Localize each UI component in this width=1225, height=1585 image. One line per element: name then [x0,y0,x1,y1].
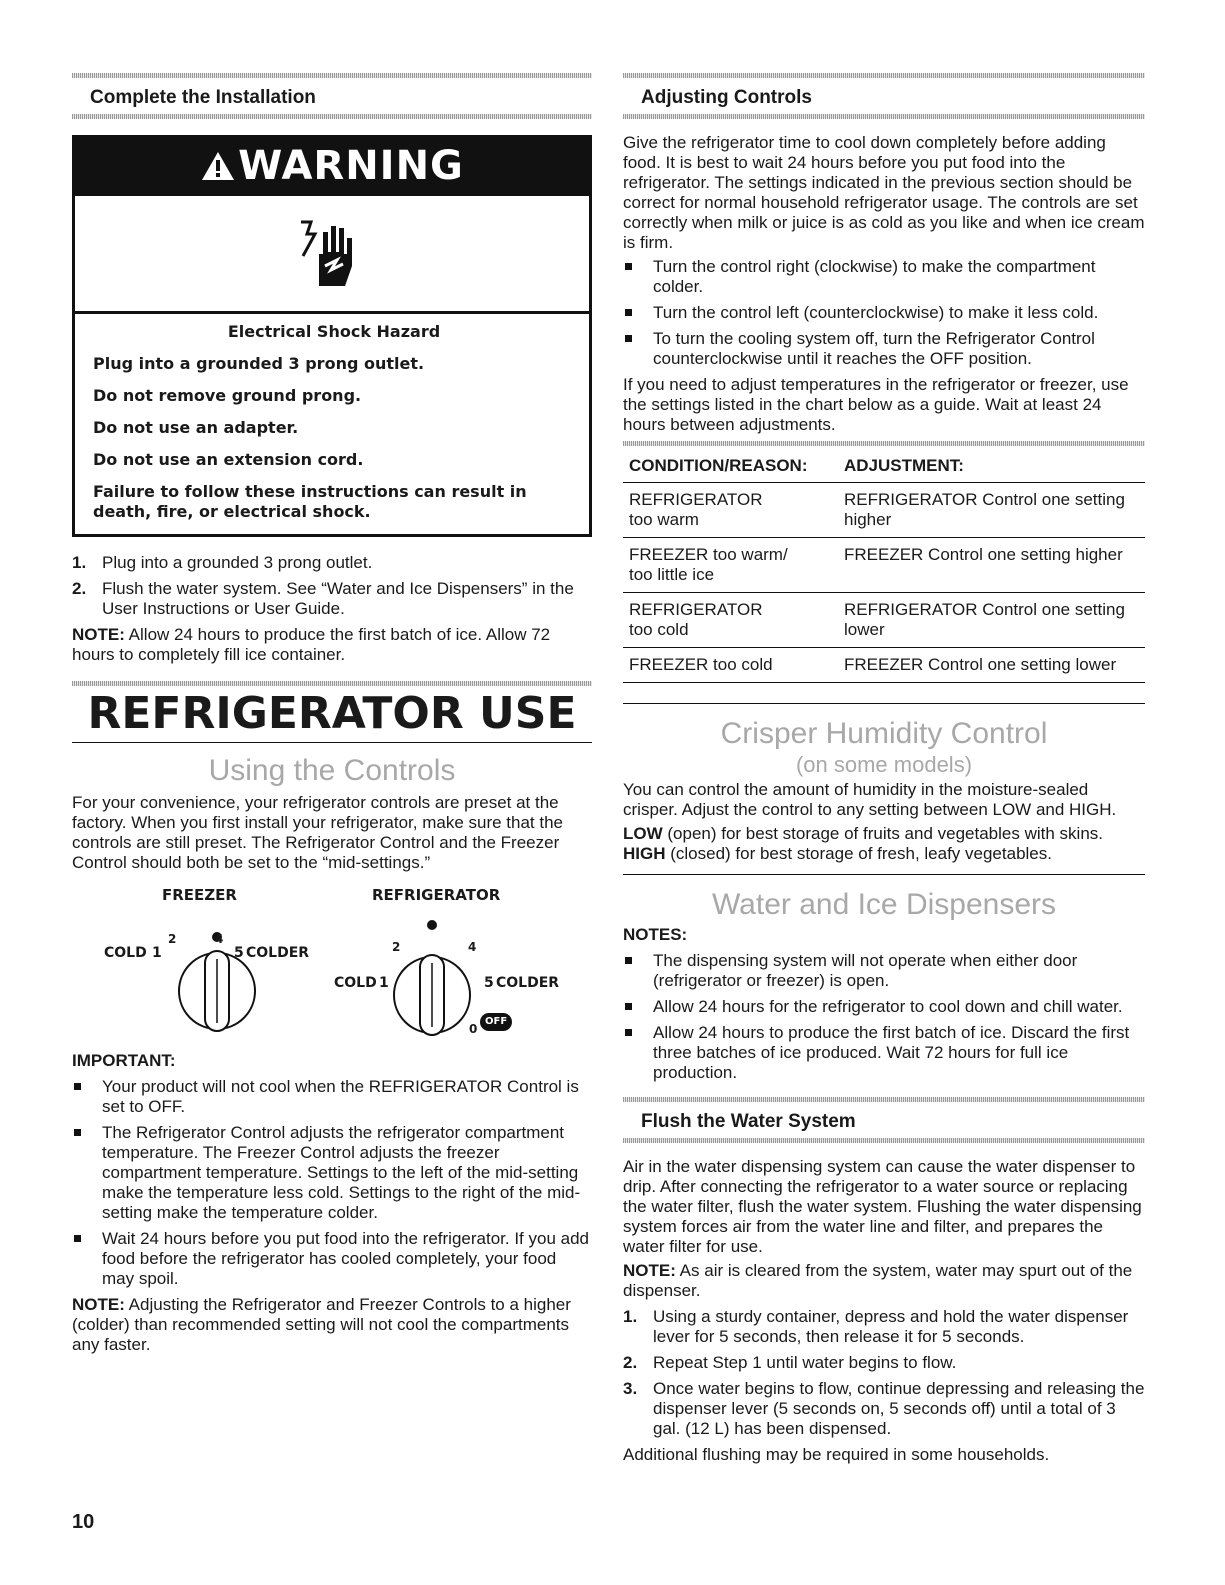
bullet [623,257,653,297]
flush-steps [623,1307,1145,1439]
important-list [72,1077,592,1289]
freezer-label: FREEZER [162,886,237,904]
install-note: NOTE: Allow 24 hours to produce the first batch of ice. Allow 72 hours to completely fill ice container. [72,625,551,664]
list-item: Turn the control right (clockwise) to make the compartment colder. [623,257,1145,297]
bullet [623,997,653,1017]
dotted-rule [623,114,1145,119]
crisper-text: You can control the amount of humidity in the moisture-sealed crisper. Adjust the control to any setting between LOW and HIGH. [623,780,1117,819]
table-header: CONDITION/REASON: [623,450,838,483]
page-title: REFRIGERATOR USE [87,688,577,739]
dotted-rule [623,441,1145,446]
table-header: ADJUSTMENT: [838,450,1145,483]
flush-note: NOTE: As air is cleared from the system, water may spurt out of the dispenser. [623,1261,1133,1300]
crisper-subtitle: (on some models) [795,752,973,777]
bullet [72,1229,102,1289]
warning-body [75,314,589,534]
bullet [623,303,653,323]
list-item: Turn the control left (counterclockwise) to make it less cold. [623,303,1145,323]
warning-banner [75,138,589,196]
list-item: The Refrigerator Control adjusts the refrigerator compartment temperature. The Freezer Control adjusts the freezer compartment temperature. Settings to the left of the mid-setting make the temperature less cold. Settings to the right of the mid-setting make the temperature colder. [72,1123,592,1223]
warning-box [72,135,592,537]
notes-list [623,951,1145,1083]
controls-text: For your convenience, your refrigerator controls are preset at the factory. When you first install your refrigerator, make sure that the controls are still preset. The Refrigerator Control and the Freezer Control should both be set to the “mid-settings.” [72,793,563,872]
crisper-title: Crisper Humidity Control [720,717,1048,750]
refrigerator-label: REFRIGERATOR [372,886,501,904]
hazard-title: Electrical Shock Hazard [227,322,441,341]
warning-line: Do not use an extension cord. [93,450,364,469]
table-row: REFRIGERATOR too warm REFRIGERATOR Control one setting higher [623,483,1145,538]
adjustment-table [623,450,1145,683]
list-item: 2. Flush the water system. See “Water and Ice Dispensers” in the User Instructions or User Guide. [72,579,574,618]
dotted-rule [72,114,592,119]
flush-text: Air in the water dispensing system can cause the water dispenser to drip. After connecting the refrigerator to a water source or replacing the water filter, flush the water system. Flushing the water dispensing system forces air from the water line and filter, and prepares the water filter for use. [623,1157,1142,1256]
list-item: The dispensing system will not operate when either door (refrigerator or freezer) is open. [623,951,1145,991]
page-number: 10 [72,1511,95,1533]
install-steps [72,553,592,619]
warning-line: Plug into a grounded 3 prong outlet. [93,354,425,373]
bullet [72,1077,102,1117]
left-column [72,0,592,1355]
right-column [623,0,1145,1465]
adjust-list [623,257,1145,369]
dotted-rule [623,1138,1145,1143]
bullet [623,951,653,991]
table-row: FREEZER too warm/ too little ice FREEZER Control one setting higher [623,538,1145,593]
refrigerator-dial [382,917,482,1037]
off-badge: OFF [480,1013,512,1031]
warning-line: Do not remove ground prong. [93,386,362,405]
table-row: FREEZER too cold FREEZER Control one setting lower [623,648,1145,683]
list-item: 1. Using a sturdy container, depress and hold the water dispenser lever for 5 seconds, then release it for 5 seconds. [623,1307,1129,1346]
table-row: REFRIGERATOR too cold REFRIGERATOR Control one setting lower [623,593,1145,648]
flush-end: Additional flushing may be required in some households. [623,1445,1050,1464]
shock-hazard-icon [75,196,589,314]
list-item: Allow 24 hours for the refrigerator to cool down and chill water. [623,997,1145,1017]
flush-heading: Flush the Water System [641,1111,856,1132]
high-setting: HIGH (closed) for best storage of fresh, leafy vegetables. [623,844,1052,863]
controls-note: NOTE: Adjusting the Refrigerator and Freezer Controls to a higher (colder) than recommended setting will not cool the compartments any faster. [72,1295,571,1354]
install-heading: Complete the Installation [90,87,316,108]
warning-line: Do not use an adapter. [93,418,299,437]
dials-diagram: FREEZER REFRIGERATOR COLD 1 2 4 5 COLDER 2 4 COLD 1 5 COLDER 0 OFF [72,885,592,1045]
list-item: To turn the cooling system off, turn the Refrigerator Control counterclockwise until it reaches the OFF position. [623,329,1145,369]
bullet [623,329,653,369]
list-item: Your product will not cool when the REFRIGERATOR Control is set to OFF. [72,1077,592,1117]
alert-triangle-icon [200,150,236,182]
adjust-text-2: If you need to adjust temperatures in the refrigerator or freezer, use the settings listed in the chart below as a guide. Wait at least 24 hours between adjustments. [623,375,1129,434]
adjust-heading: Adjusting Controls [641,87,812,108]
important-label: IMPORTANT: [72,1051,176,1070]
list-item: 3. Once water begins to flow, continue depressing and releasing the dispenser lever (5 seconds on, 5 seconds off) until a total of 3 gal. (12 L) has been dispensed. [623,1379,1145,1438]
water-title: Water and Ice Dispensers [711,888,1057,921]
table-header-row [623,450,1145,483]
notes-label: NOTES: [623,925,688,944]
warning-line: Failure to follow these instructions can result in death, fire, or electrical shock. [93,482,527,521]
list-item: 1. Plug into a grounded 3 prong outlet. [72,553,373,572]
bullet [72,1123,102,1223]
bullet [623,1023,653,1083]
list-item: Wait 24 hours before you put food into the refrigerator. If you add food before the refrigerator has cooled completely, your food may spoil. [72,1229,592,1289]
list-item: 2. Repeat Step 1 until water begins to flow. [623,1353,957,1372]
warning-banner-text: WARNING [238,143,464,189]
adjust-text: Give the refrigerator time to cool down completely before adding food. It is best to wait 24 hours before you put food into the refrigerator. The settings indicated in the previous section should be correct for normal household refrigerator usage. The controls are set correctly when milk or juice is as cold as you like and when ice cream is firm. [623,133,1145,252]
list-item: Allow 24 hours to produce the first batch of ice. Discard the first three batches of ice produced. Wait 72 hours for full ice production. [623,1023,1145,1083]
low-setting: LOW (open) for best storage of fruits and vegetables with skins. [623,824,1103,843]
controls-title: Using the Controls [208,754,456,787]
